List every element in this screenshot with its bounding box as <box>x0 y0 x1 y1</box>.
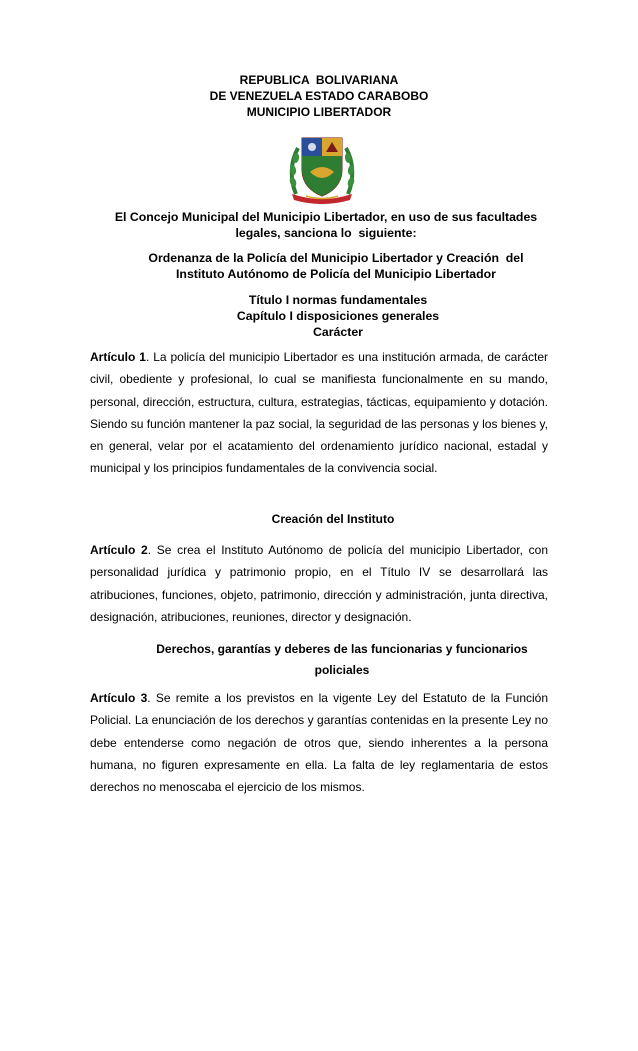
ordinance-line-2: Instituto Autónomo de Policía del Municipio Libertador <box>176 267 496 281</box>
section-titles <box>140 292 536 340</box>
derechos-line-1: Derechos, garantías y deberes de las funcionarias y funcionarios <box>156 642 528 656</box>
article-2-text: . Se crea el Instituto Autónomo de policía del municipio Libertador, con personalidad jurídica y patrimonio propio, en el Título IV se desarrollará las atribuciones, funciones, objeto, patrimonio, dirección y administración, junta directiva, designación, atribuciones, reuniones, director y designación. <box>90 543 548 624</box>
caracter-heading: Carácter <box>313 325 363 339</box>
header-line-1: REPUBLICA BOLIVARIANA <box>239 73 399 87</box>
derechos-heading <box>124 639 560 681</box>
header-line-3: MUNICIPIO LIBERTADOR <box>246 105 392 119</box>
article-2-label: Artículo 2 <box>90 543 148 557</box>
intro-statement <box>108 209 544 241</box>
capitulo-heading: Capítulo I disposiciones generales <box>236 309 440 323</box>
article-1 <box>90 346 548 480</box>
article-3-text: . Se remite a los previstos en la vigente Ley del Estatuto de la Función Policial. La enunciación de los derechos y garantías contenidas en la presente Ley no debe entenderse como negación de otros que, siendo inherentes a la persona humana, no figuren expresamente en ella. La falta de ley reglamentaria de estos derechos no menoscaba el ejercicio de los mismos. <box>90 691 549 795</box>
article-3 <box>90 687 548 798</box>
municipal-coat-of-arms-icon <box>286 132 358 204</box>
derechos-line-2: policiales <box>314 663 370 677</box>
creacion-heading: Creación del Instituto <box>271 512 395 526</box>
article-2 <box>90 539 548 628</box>
article-1-label: Artículo 1 <box>90 350 146 364</box>
ordinance-title <box>128 250 544 282</box>
intro-line-1: El Concejo Municipal del Municipio Libertador, en uso de sus facultades <box>114 210 538 224</box>
intro-line-2: legales, sanciona lo siguiente: <box>235 226 417 240</box>
article-1-text: . La policía del municipio Libertador es una institución armada, de carácter civil, obediente y profesional, lo cual se manifiesta funcionalmente en su mando, personal, dirección, estructura, cultura, estrategias, tácticas, equipamiento y dotación. Siendo su función mantener la paz social, la seguridad de las personas y los bienes y, en general, velar por el acatamiento del ordenamiento jurídico nacional, estadal y municipal y los principios fundamentales de la convivencia social. <box>90 350 548 476</box>
article-3-label: Artículo 3 <box>90 691 148 705</box>
document-header <box>0 72 638 120</box>
header-line-2: DE VENEZUELA ESTADO CARABOBO <box>209 89 429 103</box>
ordinance-line-1: Ordenanza de la Policía del Municipio Libertador y Creación del <box>148 251 524 265</box>
titulo-heading: Título I normas fundamentales <box>248 293 428 307</box>
